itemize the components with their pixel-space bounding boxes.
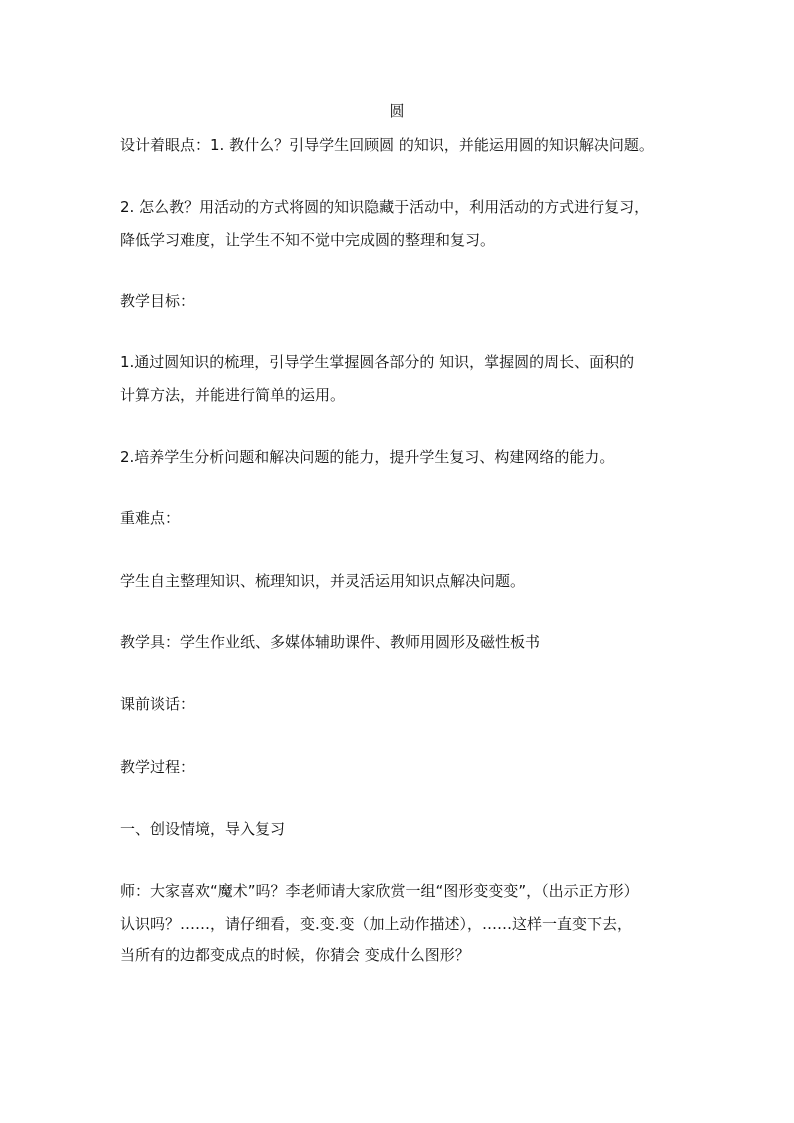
key-points-heading: 重难点： [120,509,181,527]
section-one-heading: 一、创设情境，导入复习 [120,820,286,838]
teacher-dialogue-line-2: 认识吗？……，请仔细看，变.变.变（加上动作描述），……这样一直变下去， [120,915,633,933]
design-focus-line-1: 设计着眼点：1. 教什么？引导学生回顾圆 的知识，并能运用圆的知识解决问题。 [120,136,654,154]
objective-1-line-2: 计算方法，并能进行简单的运用。 [120,386,346,404]
teaching-aids-line: 教学具：学生作业纸、多媒体辅助课件、教师用圆形及磁性板书 [120,633,541,651]
teaching-process-heading: 教学过程： [120,758,196,776]
design-focus-line-3: 降低学习难度，让学生不知不觉中完成圆的整理和复习。 [120,231,496,249]
document-title: 圆 [389,102,405,120]
objectives-heading: 教学目标： [120,292,196,310]
objective-2-line: 2.培养学生分析问题和解决问题的能力，提升学生复习、构建网络的能力。 [120,448,615,466]
teacher-dialogue-line-3: 当所有的边都变成点的时候，你猜会 变成什么图形？ [120,946,470,964]
key-points-text: 学生自主整理知识、梳理知识，并灵活运用知识点解决问题。 [120,572,526,590]
objective-1-line-1: 1.通过圆知识的梳理，引导学生掌握圆各部分的 知识，掌握圆的周长、面积的 [120,353,635,371]
teacher-dialogue-line-1: 师：大家喜欢“魔术”吗？李老师请大家欣赏一组“图形变变变”，（出示正方形） [120,882,639,900]
design-focus-line-2: 2. 怎么教？用活动的方式将圆的知识隐藏于活动中，利用活动的方式进行复习， [120,198,650,216]
preclass-talk-heading: 课前谈话： [120,695,196,713]
